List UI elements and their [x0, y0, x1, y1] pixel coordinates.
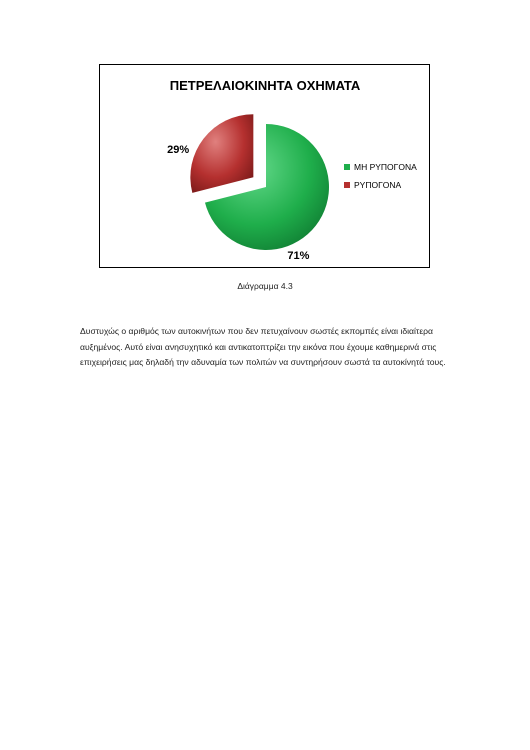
legend-swatch-polluting: [344, 182, 350, 188]
slice-label-polluting: 29%: [167, 144, 190, 157]
chart-title: ΠΕΤΡΕΛΑΙΟΚΙΝΗΤΑ ΟΧΗΜΑΤΑ: [169, 78, 361, 93]
legend-swatch-non-polluting: [344, 164, 350, 170]
pie-chart-canvas: [100, 65, 431, 269]
legend-label-polluting: ΡΥΠΟΓΟΝΑ: [354, 180, 402, 190]
slice-label-non-polluting: 71%: [287, 250, 310, 263]
legend-label-non-polluting: ΜΗ ΡΥΠΟΓΟΝΑ: [354, 162, 417, 172]
pie-chart: [99, 64, 430, 268]
figure-caption: Διάγραμμα 4.3: [237, 281, 293, 291]
pie-slice-polluting: [190, 114, 253, 193]
body-paragraph: Δυστυχώς ο αριθμός των αυτοκινήτων που δεν πετυχαίνουν σωστές εκπομπές είναι ιδιαίτερα αυξημένος. Αυτό είναι ανησυχητικό και αντικατοπτρίζει την εικόνα που έχουμε καθημερινά στις επιχειρήσεις μας δηλαδή την αδυναμία των πολιτών να συντηρήσουν σωστά τα αυτοκίνητά τους.: [80, 326, 446, 367]
